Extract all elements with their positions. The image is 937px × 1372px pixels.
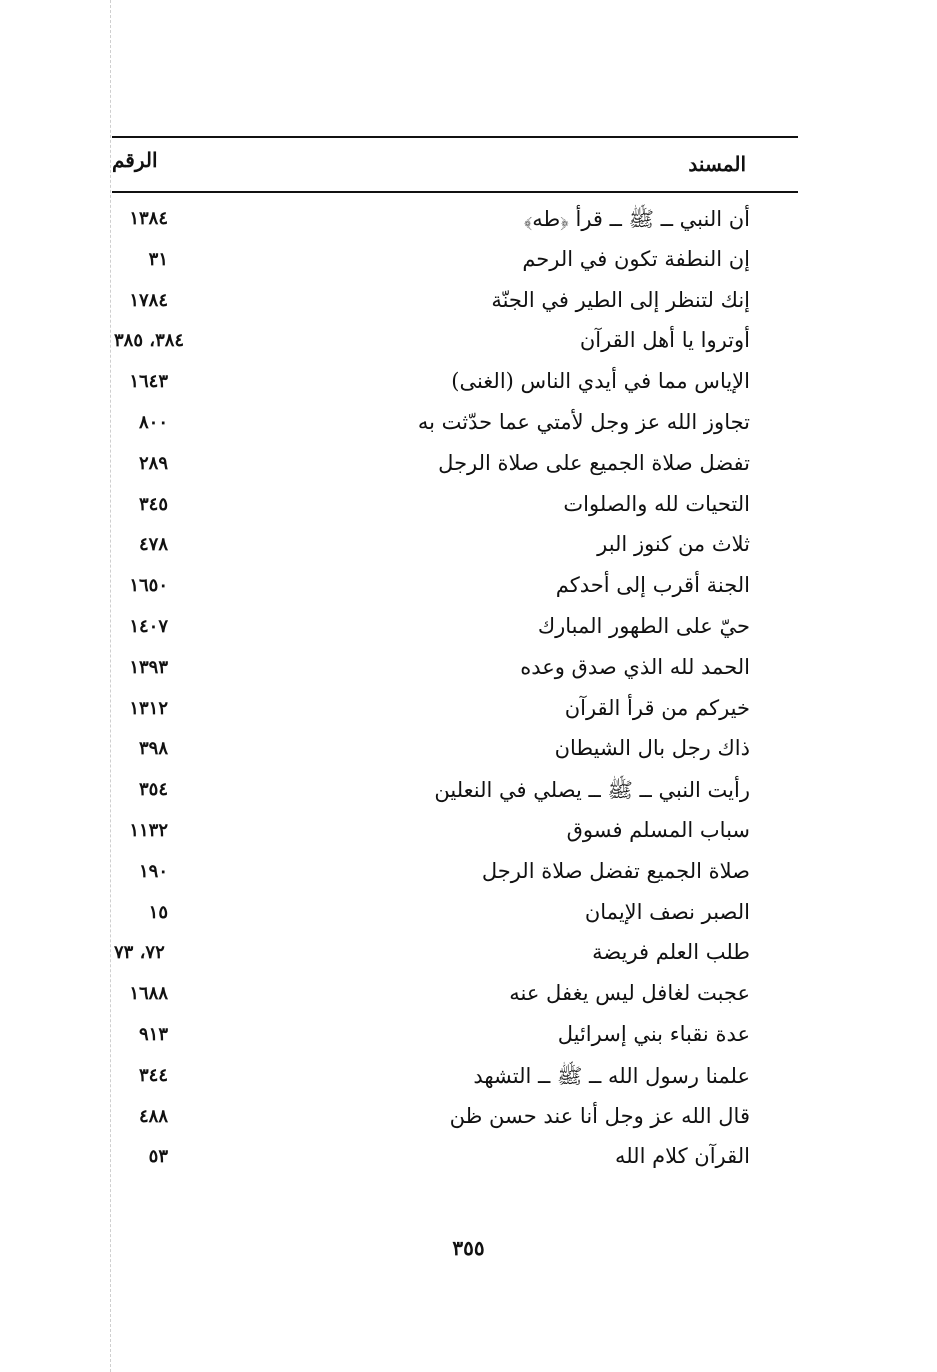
hadith-text: عدة نقباء بني إسرائيل <box>557 1021 750 1046</box>
hadith-number: ١٣١٢ <box>129 697 168 719</box>
hadith-text: الحمد لله الذي صدق وعده <box>520 654 750 679</box>
list-item <box>112 692 798 733</box>
table-header <box>112 144 798 188</box>
hadith-number: ١١٣٢ <box>129 819 168 841</box>
hadith-number: ١٦٤٣ <box>129 371 168 393</box>
hadith-text: طلب العلم فريضة <box>592 940 750 965</box>
list-item <box>112 284 798 325</box>
hadith-text: إن النطفة تكون في الرحم <box>522 246 750 271</box>
column-header-musnad: المسند <box>688 152 746 176</box>
hadith-number: ١٧٨٤ <box>129 289 168 311</box>
hadith-number: ١٩٠ <box>138 860 168 882</box>
hadith-number: ١٦٨٨ <box>129 983 168 1005</box>
list-item <box>112 896 798 937</box>
hadith-number: ٢٨٩ <box>138 452 168 474</box>
hadith-text: علمنا رسول الله ــ ﷺ ــ التشهد <box>473 1063 750 1088</box>
list-item <box>112 855 798 896</box>
hadith-number: ٣٨٤، ٣٨٥ <box>114 330 185 352</box>
hadith-number: ١٦٥٠ <box>129 575 168 597</box>
list-item <box>112 202 798 243</box>
hadith-text: أن النبي ــ ﷺ ــ قرأ ﴿طه﴾ <box>523 207 750 231</box>
hadith-text: أوتروا يا أهل القرآن <box>579 328 750 353</box>
margin-guide-line <box>110 0 111 1372</box>
hadith-text: سباب المسلم فسوق <box>566 817 750 842</box>
list-item <box>112 243 798 284</box>
hadith-text: الصبر نصف الإيمان <box>584 899 750 924</box>
hadith-number: ٣٤٤ <box>138 1064 168 1086</box>
list-item <box>112 488 798 529</box>
hadith-text: خيركم من قرأ القرآن <box>564 695 750 720</box>
hadith-text: التحيات لله والصلوات <box>563 491 750 516</box>
list-item <box>112 1140 798 1181</box>
list-item <box>112 732 798 773</box>
hadith-text: الجنة أقرب إلى أحدكم <box>555 573 750 598</box>
list-item <box>112 365 798 406</box>
list-item <box>112 1059 798 1100</box>
header-bottom-rule <box>112 191 798 193</box>
hadith-text: قال الله عز وجل أنا عند حسن ظن <box>449 1103 750 1128</box>
hadith-text: عجبت لغافل ليس يغفل عنه <box>509 981 750 1006</box>
hadith-text: تفضل صلاة الجميع على صلاة الرجل <box>438 450 750 475</box>
hadith-number: ٤٨٨ <box>138 1105 168 1127</box>
hadith-number: ١٣٩٣ <box>129 656 168 678</box>
list-item <box>112 447 798 488</box>
list-item <box>112 528 798 569</box>
list-item <box>112 569 798 610</box>
page-number: ٣٥٥ <box>452 1236 485 1260</box>
list-item <box>112 936 798 977</box>
hadith-text: إنك لتنظر إلى الطير في الجنّة <box>491 287 750 312</box>
hadith-number: ٣٤٥ <box>138 493 168 515</box>
list-item <box>112 610 798 651</box>
hadith-text: القرآن كلام الله <box>614 1144 750 1169</box>
hadith-number: ٣٥٤ <box>138 779 168 801</box>
list-item <box>112 324 798 365</box>
hadith-text: حيّ على الطهور المبارك <box>537 613 750 638</box>
hadith-number: ٨٠٠ <box>138 411 168 433</box>
hadith-number: ١٣٨٤ <box>129 208 168 229</box>
hadith-index-list <box>112 202 798 1181</box>
list-item <box>112 814 798 855</box>
list-item <box>112 773 798 814</box>
hadith-number: ١٥ <box>148 901 168 923</box>
hadith-number: ٥٣ <box>148 1146 168 1168</box>
hadith-number: ٤٧٨ <box>138 534 168 556</box>
hadith-number: ٩١٣ <box>138 1023 168 1045</box>
hadith-text: ذاك رجل بال الشيطان <box>554 736 750 761</box>
list-item <box>112 977 798 1018</box>
hadith-text: رأيت النبي ــ ﷺ ــ يصلي في النعلين <box>434 778 750 803</box>
header-top-rule <box>112 136 798 138</box>
hadith-number: ٧٢، ٧٣ <box>114 942 165 964</box>
list-item <box>112 651 798 692</box>
hadith-text: الإياس مما في أيدي الناس (الغنى) <box>451 369 750 394</box>
hadith-number: ٣٩٨ <box>138 738 168 760</box>
list-item <box>112 1100 798 1141</box>
list-item <box>112 1018 798 1059</box>
hadith-text: تجاوز الله عز وجل لأمتي عما حدّثت به <box>417 409 750 434</box>
hadith-number: ١٤٠٧ <box>129 615 168 637</box>
hadith-text: ثلاث من كنوز البر <box>597 532 750 557</box>
hadith-text: صلاة الجميع تفضل صلاة الرجل <box>481 858 750 883</box>
hadith-number: ٣١ <box>148 248 168 270</box>
list-item <box>112 406 798 447</box>
column-header-number: الرقم <box>112 148 158 172</box>
